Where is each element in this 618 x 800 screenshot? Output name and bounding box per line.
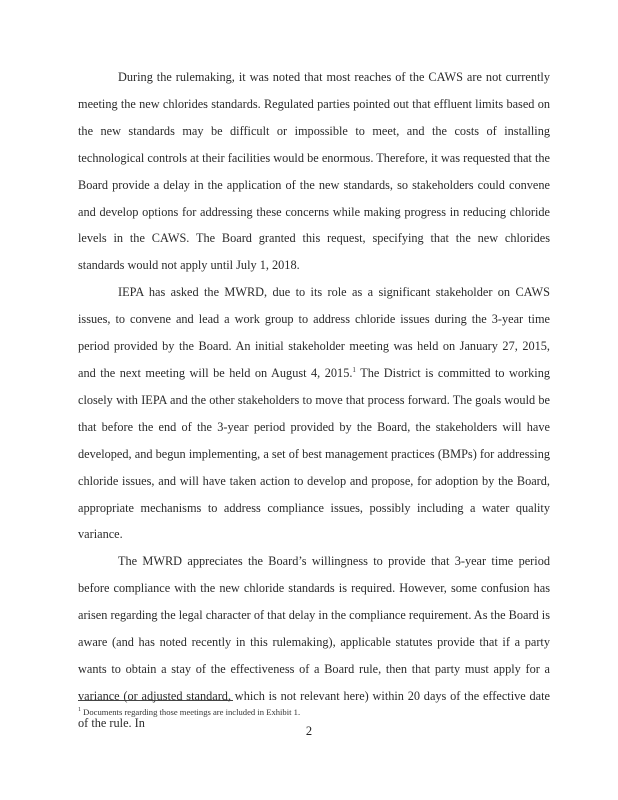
paragraph-chloride-rulemaking: During the rulemaking, it was noted that most reaches of the CAWS are not currently meeting the new chlorides standards. Regulated parties pointed out that effluent limits based on the new standards may be difficult or impossible to meet, and the costs of installing technological controls at their facilities would be enormous. Therefore, it was requested that the Board provide a delay in the application of the new standards, so stakeholders could convene and develop options for addressing these concerns while making progress in reducing chloride levels in the CAWS. The Board granted this request, specifying that the new chlorides standards would not apply until July 1, 2018. <box>78 70 550 273</box>
footnote <box>78 706 550 718</box>
body-text <box>78 64 550 737</box>
footnote-text: Documents regarding those meetings are included in Exhibit 1. <box>81 707 301 717</box>
footnote-reference: 1 <box>352 365 356 374</box>
footnote-marker: 1 <box>78 707 81 714</box>
page-number: 2 <box>305 724 313 738</box>
paragraph-compliance-delay: The MWRD appreciates the Board’s willingness to provide that 3-year time period before compliance with the new chloride standards is required. However, some confusion has arisen regarding the legal character of that delay in the compliance requirement. As the Board is aware (and has noted recently in this rulemaking), applicable statutes provide that if a party wants to obtain a stay of the effectiveness of a Board rule, then that party must apply for a variance (or adjusted standard, which is not relevant here) within 20 days of the effective date of the rule. In <box>78 554 550 730</box>
paragraph-text-after-footnote: The District is committed to working closely with IEPA and the other stakeholders to move that process forward. The goals would be that before the end of the 3-year period provided by the Board, the stakeholders will have developed, and begun implementing, a set of best management practices (BMPs) for addressing chloride issues, and will have taken action to develop and propose, for adoption by the Board, appropriate mechanisms to address compliance issues, possibly including a water quality variance. <box>78 365 550 542</box>
paragraph-stakeholder-work-group <box>78 279 550 548</box>
footnote-divider <box>78 700 233 701</box>
paragraph-text-before-footnote: IEPA has asked the MWRD, due to its role as a significant stakeholder on CAWS issues, to convene and lead a work group to address chloride issues during the 3-year time period provided by the Board. An initial stakeholder meeting was held on January 27, 2015, and the next meeting will be held on August 4, 2015. <box>78 285 550 380</box>
